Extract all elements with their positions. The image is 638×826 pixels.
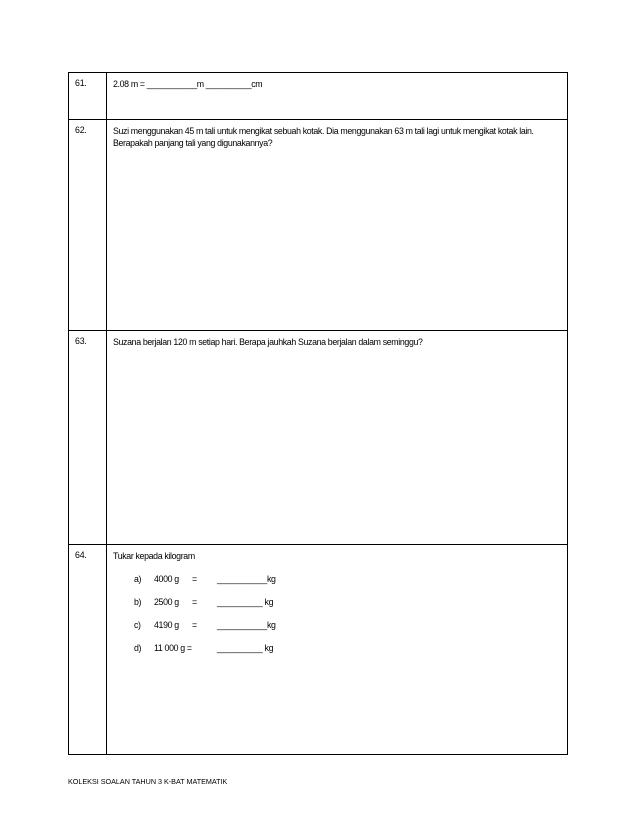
item-value: 4000 g [154, 574, 179, 584]
question-text: Suzi menggunakan 45 m tali untuk mengikat sebuah kotak. Dia menggunakan 63 m tali lagi untuk mengikat kotak lain. Berapakah panjang tali yang digunakannya? [107, 120, 568, 331]
item-letter: a) [134, 574, 142, 584]
conversion-list [113, 573, 561, 665]
question-row-63 [69, 331, 568, 545]
conversion-item-d [134, 642, 561, 665]
answer-blank: __________ kg [217, 643, 274, 653]
item-letter: c) [134, 620, 141, 630]
item-equals: = [192, 620, 197, 630]
item-letter: d) [134, 643, 142, 653]
answer-blank: ___________kg [217, 620, 276, 630]
question-table [68, 72, 568, 755]
item-letter: b) [134, 597, 142, 607]
question-text: Tukar kepada kilogram [113, 551, 195, 561]
question-text: 2.08 m = ___________m __________cm [107, 73, 568, 120]
question-row-64 [69, 545, 568, 755]
item-equals: = [192, 574, 197, 584]
conversion-item-a [134, 573, 561, 596]
answer-blank: ___________kg [217, 574, 276, 584]
item-value: 2500 g [154, 597, 179, 607]
question-number: 63. [69, 331, 107, 545]
conversion-item-c [134, 619, 561, 642]
item-value: 4190 g [154, 620, 179, 630]
page-footer: KOLEKSI SOALAN TAHUN 3 K-BAT MATEMATIK [68, 777, 228, 786]
answer-blank: __________ kg [217, 597, 274, 607]
question-number: 62. [69, 120, 107, 331]
question-row-62 [69, 120, 568, 331]
item-equals: = [192, 597, 197, 607]
question-row-61 [69, 73, 568, 120]
question-text: Suzana berjalan 120 m setiap hari. Berapa jauhkah Suzana berjalan dalam seminggu? [107, 331, 568, 545]
conversion-item-b [134, 596, 561, 619]
question-cell [107, 545, 568, 755]
item-value: 11 000 g = [154, 643, 192, 653]
question-number: 64. [69, 545, 107, 755]
question-number: 61. [69, 73, 107, 120]
